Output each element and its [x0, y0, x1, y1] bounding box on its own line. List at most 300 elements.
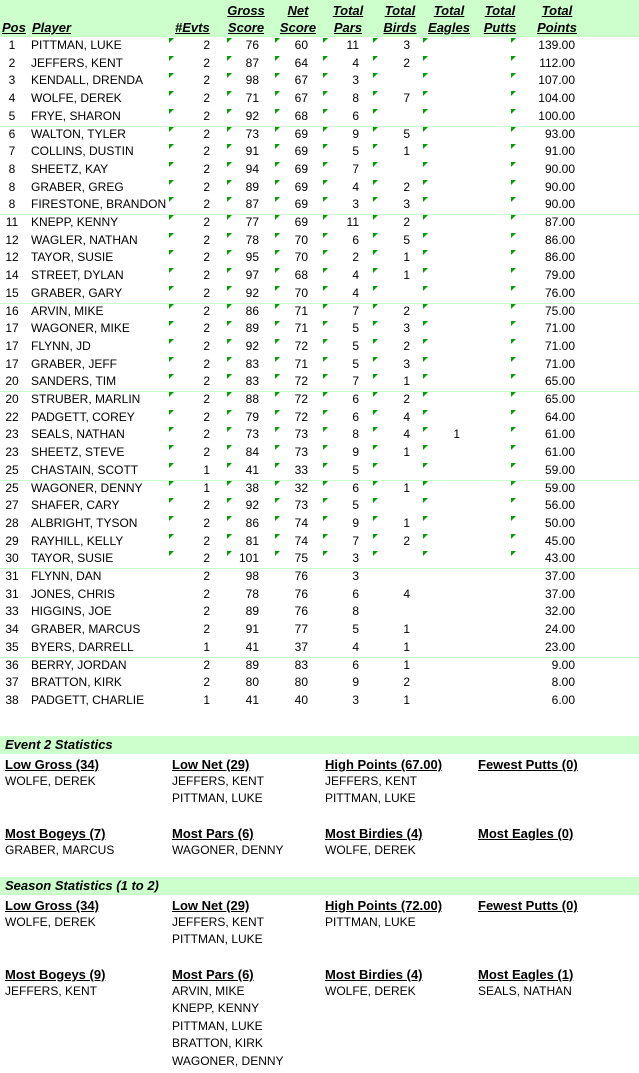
- cell-marker-icon: [373, 215, 378, 220]
- table-row: [0, 657, 639, 675]
- events-cell: 2: [203, 197, 210, 212]
- events-cell: 2: [203, 569, 210, 583]
- events-cell: 2: [203, 38, 210, 52]
- season-stats-low-gross: [5, 897, 155, 931]
- cell-marker-icon: [511, 481, 516, 486]
- player-cell: GRABER, MARCUS: [31, 622, 141, 637]
- total-points-cell: 65.00: [544, 392, 575, 406]
- net-score-cell: 64: [294, 55, 308, 70]
- net-score-cell: 80: [294, 675, 308, 690]
- stat-title: Most Pars (6): [172, 826, 254, 841]
- cell-marker-icon: [323, 534, 328, 539]
- player-cell: KNEPP, KENNY: [31, 215, 119, 229]
- player-cell: JEFFERS, KENT: [31, 55, 124, 70]
- cell-marker-icon: [323, 516, 328, 521]
- player-cell: BYERS, DARRELL: [31, 639, 134, 654]
- stat-player-name: BRATTON, KIRK: [172, 1036, 263, 1051]
- pos-cell: 14: [5, 268, 19, 283]
- total-pars-cell: 7: [352, 533, 359, 548]
- cell-marker-icon: [423, 304, 428, 309]
- events-cell: 2: [203, 622, 210, 637]
- total-points-cell: 59.00: [544, 462, 575, 477]
- net-score-cell: 71: [294, 303, 308, 318]
- cell-marker-icon: [323, 304, 328, 309]
- season-stats-bar: [0, 877, 639, 895]
- total-birds-cell: 3: [403, 38, 410, 52]
- cell-marker-icon: [323, 109, 328, 114]
- total-points-cell: 59.00: [544, 480, 575, 495]
- cell-marker-icon: [323, 91, 328, 96]
- cell-marker-icon: [511, 392, 516, 397]
- gross-score-cell: 98: [245, 569, 259, 583]
- total-points-cell: 100.00: [538, 108, 575, 123]
- net-score-cell: 72: [294, 338, 308, 353]
- cell-marker-icon: [423, 498, 428, 503]
- cell-marker-icon: [323, 180, 328, 185]
- season-stats-most-birdies: [325, 966, 475, 1000]
- total-birds-cell: 1: [403, 622, 410, 637]
- cell-marker-icon: [423, 215, 428, 220]
- events-cell: 2: [203, 356, 210, 371]
- total-birds-cell: 2: [403, 215, 410, 229]
- cell-marker-icon: [423, 551, 428, 556]
- stat-title: Most Bogeys (7): [5, 826, 106, 841]
- total-points-cell: 112.00: [539, 55, 575, 70]
- net-score-cell: 72: [294, 409, 308, 424]
- table-row: [0, 55, 639, 73]
- gross-score-cell: 94: [245, 161, 259, 176]
- total-pars-cell: 3: [352, 73, 359, 88]
- stat-player-name: JEFFERS, KENT: [172, 774, 265, 788]
- cell-marker-icon: [423, 410, 428, 415]
- total-pars-cell: 3: [352, 569, 359, 583]
- gross-score-cell: 79: [245, 409, 259, 424]
- player-cell: FLYNN, DAN: [31, 569, 102, 583]
- cell-marker-icon: [373, 463, 378, 468]
- pos-cell: 8: [8, 197, 16, 212]
- total-birds-cell: 3: [403, 321, 410, 336]
- event-stats-fewest-putts: [478, 756, 628, 773]
- player-cell: WOLFE, DEREK: [31, 91, 122, 106]
- total-points-cell: 23.00: [544, 639, 575, 654]
- player-cell: STRUBER, MARLIN: [31, 392, 141, 406]
- cell-marker-icon: [511, 304, 516, 309]
- player-cell: JONES, CHRIS: [31, 586, 116, 601]
- total-pars-cell: 9: [352, 515, 359, 530]
- total-pars-cell: 6: [352, 392, 359, 406]
- total-points-cell: 90.00: [544, 197, 575, 212]
- pos-cell: 4: [8, 91, 16, 106]
- total-pars-cell: 4: [352, 639, 359, 654]
- cell-marker-icon: [373, 91, 378, 96]
- total-pars-cell: 4: [352, 285, 359, 300]
- player-cell: ALBRIGHT, TYSON: [31, 515, 138, 530]
- cell-marker-icon: [511, 551, 516, 556]
- pos-cell: 20: [5, 374, 19, 389]
- total-points-cell: 104.00: [538, 91, 575, 106]
- cell-marker-icon: [511, 91, 516, 96]
- cell-marker-icon: [511, 463, 516, 468]
- total-pars-cell: 7: [352, 374, 359, 389]
- cell-marker-icon: [423, 127, 428, 132]
- total-points-cell: 90.00: [544, 161, 575, 176]
- pos-cell: 16: [5, 303, 19, 318]
- pos-cell: 23: [5, 427, 19, 442]
- total-pars-cell: 4: [352, 268, 359, 283]
- cell-marker-icon: [323, 215, 328, 220]
- total-pars-cell: 6: [352, 480, 359, 495]
- net-score-cell: 69: [294, 161, 308, 176]
- total-birds-cell: 5: [403, 232, 410, 247]
- table-row: [0, 143, 639, 161]
- events-cell: 2: [203, 108, 210, 123]
- total-points-cell: 86.00: [544, 250, 575, 265]
- table-row: [0, 338, 639, 356]
- total-eagles-cell: 1: [453, 427, 460, 442]
- player-cell: SHEETZ, STEVE: [31, 445, 125, 460]
- season-stats-most-pars: [172, 966, 322, 1070]
- cell-marker-icon: [511, 498, 516, 503]
- cell-marker-icon: [373, 374, 378, 379]
- cell-marker-icon: [373, 551, 378, 556]
- col-points-header-1: Total: [541, 3, 573, 18]
- gross-score-cell: 73: [245, 126, 259, 141]
- cell-marker-icon: [373, 392, 378, 397]
- pos-cell: 38: [5, 692, 19, 707]
- total-pars-cell: 7: [352, 161, 359, 176]
- table-row: [0, 497, 639, 515]
- cell-marker-icon: [323, 339, 328, 344]
- cell-marker-icon: [423, 180, 428, 185]
- stat-title: Most Eagles (0): [478, 826, 574, 841]
- events-cell: 2: [203, 675, 210, 690]
- events-cell: 2: [203, 551, 210, 566]
- net-score-cell: 69: [294, 215, 308, 229]
- stat-player-name: WOLFE, DEREK: [325, 984, 416, 998]
- cell-marker-icon: [511, 162, 516, 167]
- cell-marker-icon: [323, 233, 328, 238]
- events-cell: 2: [203, 268, 210, 283]
- net-score-cell: 70: [294, 250, 308, 265]
- table-row: [0, 267, 639, 285]
- cell-marker-icon: [373, 481, 378, 486]
- total-pars-cell: 5: [352, 622, 359, 637]
- total-points-cell: 6.00: [551, 692, 575, 707]
- event-stats-most-birdies: [325, 825, 475, 859]
- total-points-cell: 90.00: [544, 179, 575, 194]
- total-birds-cell: 2: [403, 55, 410, 70]
- total-birds-cell: 2: [403, 303, 410, 318]
- stat-title: Low Net (29): [172, 757, 250, 772]
- net-score-cell: 75: [294, 551, 308, 566]
- col-net-header-2: Score: [279, 20, 317, 35]
- player-cell: PADGETT, CHARLIE: [31, 692, 145, 707]
- player-cell: WALTON, TYLER: [31, 126, 126, 141]
- total-birds-cell: 1: [403, 515, 410, 530]
- col-pars-header-2: Pars: [333, 20, 363, 35]
- gross-score-cell: 89: [245, 321, 259, 336]
- total-pars-cell: 11: [346, 215, 359, 229]
- player-cell: ARVIN, MIKE: [31, 303, 104, 318]
- gross-score-cell: 38: [245, 480, 259, 495]
- cell-marker-icon: [323, 321, 328, 326]
- col-pars-header-1: Total: [332, 3, 364, 18]
- gross-score-cell: 86: [245, 303, 259, 318]
- cell-marker-icon: [511, 109, 516, 114]
- gross-score-cell: 92: [245, 498, 259, 513]
- table-row: [0, 72, 639, 90]
- pos-cell: 22: [5, 409, 19, 424]
- cell-marker-icon: [323, 357, 328, 362]
- total-points-cell: 71.00: [544, 356, 575, 371]
- total-points-cell: 9.00: [551, 657, 575, 672]
- cell-marker-icon: [511, 286, 516, 291]
- cell-marker-icon: [373, 180, 378, 185]
- stat-player-name: JEFFERS, KENT: [325, 774, 418, 788]
- events-cell: 2: [203, 498, 210, 513]
- total-points-cell: 24.00: [544, 622, 575, 637]
- stat-player-name: WOLFE, DEREK: [5, 774, 96, 788]
- pos-cell: 17: [5, 338, 19, 353]
- pos-cell: 15: [5, 285, 19, 300]
- player-cell: TAYOR, SUSIE: [31, 551, 114, 566]
- player-cell: SHAFER, CARY: [31, 498, 120, 513]
- table-row: [0, 409, 639, 427]
- pos-cell: 31: [5, 586, 19, 601]
- table-row: [0, 373, 639, 391]
- cell-marker-icon: [373, 516, 378, 521]
- stat-player-name: WOLFE, DEREK: [325, 843, 416, 857]
- stat-title: Low Gross (34): [5, 898, 99, 913]
- player-cell: RAYHILL, KELLY: [31, 533, 124, 548]
- total-pars-cell: 9: [352, 445, 359, 460]
- total-birds-cell: 1: [403, 374, 410, 389]
- events-cell: 1: [203, 480, 210, 495]
- stat-player-name: PITTMAN, LUKE: [172, 932, 263, 947]
- net-score-cell: 72: [294, 374, 308, 389]
- cell-marker-icon: [373, 498, 378, 503]
- net-score-cell: 72: [294, 392, 308, 406]
- cell-marker-icon: [423, 357, 428, 362]
- net-score-cell: 83: [294, 657, 308, 672]
- gross-score-cell: 76: [245, 38, 259, 52]
- cell-marker-icon: [423, 516, 428, 521]
- player-cell: SEALS, NATHAN: [31, 427, 125, 442]
- cell-marker-icon: [423, 268, 428, 273]
- event-stats-most-pars: [172, 825, 322, 859]
- table-row: [0, 320, 639, 338]
- cell-marker-icon: [373, 250, 378, 255]
- events-cell: 2: [203, 161, 210, 176]
- cell-marker-icon: [373, 162, 378, 167]
- total-points-cell: 71.00: [544, 338, 575, 353]
- cell-marker-icon: [323, 463, 328, 468]
- pos-cell: 28: [5, 515, 19, 530]
- gross-score-cell: 88: [245, 392, 259, 406]
- cell-marker-icon: [373, 73, 378, 78]
- stat-player-name: PITTMAN, LUKE: [172, 791, 263, 806]
- player-cell: HIGGINS, JOE: [31, 604, 112, 619]
- total-points-cell: 64.00: [544, 409, 575, 424]
- net-score-cell: 60: [294, 38, 308, 52]
- table-row: [0, 391, 639, 409]
- season-stats-title: Season Statistics (1 to 2): [5, 878, 159, 893]
- stat-title: Most Birdies (4): [325, 967, 423, 982]
- total-points-cell: 61.00: [544, 445, 575, 460]
- table-row: [0, 586, 639, 604]
- pos-cell: 23: [5, 445, 19, 460]
- events-cell: 2: [203, 604, 210, 619]
- cell-marker-icon: [373, 127, 378, 132]
- cell-marker-icon: [511, 38, 516, 43]
- cell-marker-icon: [373, 286, 378, 291]
- col-eagles-header-1: Total: [433, 3, 465, 18]
- total-birds-cell: 4: [403, 586, 410, 601]
- gross-score-cell: 41: [245, 639, 259, 654]
- stat-player-name: SEALS, NATHAN: [478, 984, 572, 998]
- stat-player-name: GRABER, MARCUS: [5, 843, 115, 857]
- col-evts-header: #Evts: [175, 20, 210, 35]
- events-cell: 2: [203, 445, 210, 460]
- gross-score-cell: 89: [245, 604, 259, 619]
- cell-marker-icon: [423, 481, 428, 486]
- pos-cell: 6: [8, 126, 16, 141]
- total-points-cell: 139.00: [538, 38, 575, 52]
- gross-score-cell: 41: [245, 462, 259, 477]
- table-row: [0, 533, 639, 551]
- stat-title: Fewest Putts (0): [478, 757, 578, 772]
- total-birds-cell: 1: [403, 144, 410, 159]
- net-score-cell: 69: [294, 126, 308, 141]
- season-stats-high-points: [325, 897, 475, 931]
- cell-marker-icon: [373, 233, 378, 238]
- player-cell: STREET, DYLAN: [31, 268, 124, 283]
- pos-cell: 5: [8, 108, 16, 123]
- total-pars-cell: 3: [352, 551, 359, 566]
- net-score-cell: 69: [294, 197, 308, 212]
- events-cell: 2: [203, 409, 210, 424]
- cell-marker-icon: [373, 321, 378, 326]
- event-stats-high-points: [325, 756, 475, 808]
- net-score-cell: 74: [294, 515, 308, 530]
- net-score-cell: 67: [294, 73, 308, 88]
- cell-marker-icon: [373, 144, 378, 149]
- total-points-cell: 50.00: [544, 515, 575, 530]
- total-points-cell: 56.00: [544, 498, 575, 513]
- cell-marker-icon: [423, 427, 428, 432]
- cell-marker-icon: [511, 427, 516, 432]
- table-row: [0, 603, 639, 621]
- gross-score-cell: 87: [245, 197, 259, 212]
- net-score-cell: 33: [294, 462, 308, 477]
- total-pars-cell: 4: [352, 179, 359, 194]
- gross-score-cell: 95: [245, 250, 259, 265]
- cell-marker-icon: [323, 427, 328, 432]
- stat-title: Most Bogeys (9): [5, 967, 106, 982]
- total-pars-cell: 8: [352, 427, 359, 442]
- gross-score-cell: 78: [245, 232, 259, 247]
- pos-cell: 33: [5, 604, 19, 619]
- total-points-cell: 107.00: [538, 73, 575, 88]
- net-score-cell: 73: [294, 427, 308, 442]
- total-points-cell: 75.00: [544, 303, 575, 318]
- gross-score-cell: 87: [245, 55, 259, 70]
- net-score-cell: 68: [294, 108, 308, 123]
- table-row: [0, 232, 639, 250]
- events-cell: 2: [203, 91, 210, 106]
- cell-marker-icon: [323, 374, 328, 379]
- gross-score-cell: 92: [245, 108, 259, 123]
- pos-cell: 31: [5, 569, 19, 583]
- cell-marker-icon: [423, 374, 428, 379]
- gross-score-cell: 71: [245, 91, 259, 106]
- total-pars-cell: 6: [352, 232, 359, 247]
- total-pars-cell: 8: [352, 604, 359, 619]
- total-birds-cell: 7: [403, 91, 410, 106]
- total-birds-cell: 2: [403, 338, 410, 353]
- net-score-cell: 71: [294, 321, 308, 336]
- pos-cell: 25: [5, 462, 19, 477]
- gross-score-cell: 91: [245, 144, 259, 159]
- gross-score-cell: 89: [245, 179, 259, 194]
- player-cell: BERRY, JORDAN: [31, 657, 127, 672]
- player-cell: FLYNN, JD: [31, 338, 91, 353]
- events-cell: 2: [203, 285, 210, 300]
- table-row: [0, 639, 639, 657]
- cell-marker-icon: [423, 286, 428, 291]
- gross-score-cell: 77: [245, 215, 259, 229]
- gross-score-cell: 84: [245, 445, 259, 460]
- total-points-cell: 61.00: [544, 427, 575, 442]
- net-score-cell: 71: [294, 356, 308, 371]
- cell-marker-icon: [323, 250, 328, 255]
- table-row: [0, 161, 639, 179]
- stat-player-name: WOLFE, DEREK: [5, 915, 96, 929]
- events-cell: 2: [203, 232, 210, 247]
- stat-player-name: WAGONER, DENNY: [172, 1053, 284, 1068]
- event-stats-low-gross: [5, 756, 155, 790]
- total-pars-cell: 2: [352, 250, 359, 265]
- total-pars-cell: 5: [352, 144, 359, 159]
- cell-marker-icon: [511, 233, 516, 238]
- total-birds-cell: 2: [403, 533, 410, 548]
- table-row: [0, 179, 639, 197]
- event-stats-most-eagles: [478, 825, 628, 842]
- pos-cell: 27: [5, 498, 19, 513]
- cell-marker-icon: [423, 321, 428, 326]
- total-birds-cell: 1: [403, 480, 410, 495]
- cell-marker-icon: [373, 268, 378, 273]
- table-row: [0, 568, 639, 586]
- cell-marker-icon: [373, 445, 378, 450]
- stat-player-name: PITTMAN, LUKE: [172, 1018, 263, 1033]
- pos-cell: 37: [5, 675, 19, 690]
- cell-marker-icon: [373, 410, 378, 415]
- stat-title: High Points (67.00): [325, 757, 443, 772]
- player-cell: COLLINS, DUSTIN: [31, 144, 134, 159]
- table-header: [0, 0, 639, 37]
- stat-title: Low Net (29): [172, 898, 250, 913]
- pos-cell: 12: [5, 250, 19, 265]
- player-cell: SHEETZ, KAY: [31, 161, 109, 176]
- pos-cell: 29: [5, 533, 19, 548]
- total-pars-cell: 5: [352, 498, 359, 513]
- total-points-cell: 87.00: [544, 215, 575, 229]
- cell-marker-icon: [423, 233, 428, 238]
- pos-cell: 1: [8, 38, 16, 52]
- table-row: [0, 37, 639, 55]
- col-gross-header-1: Gross: [227, 3, 265, 18]
